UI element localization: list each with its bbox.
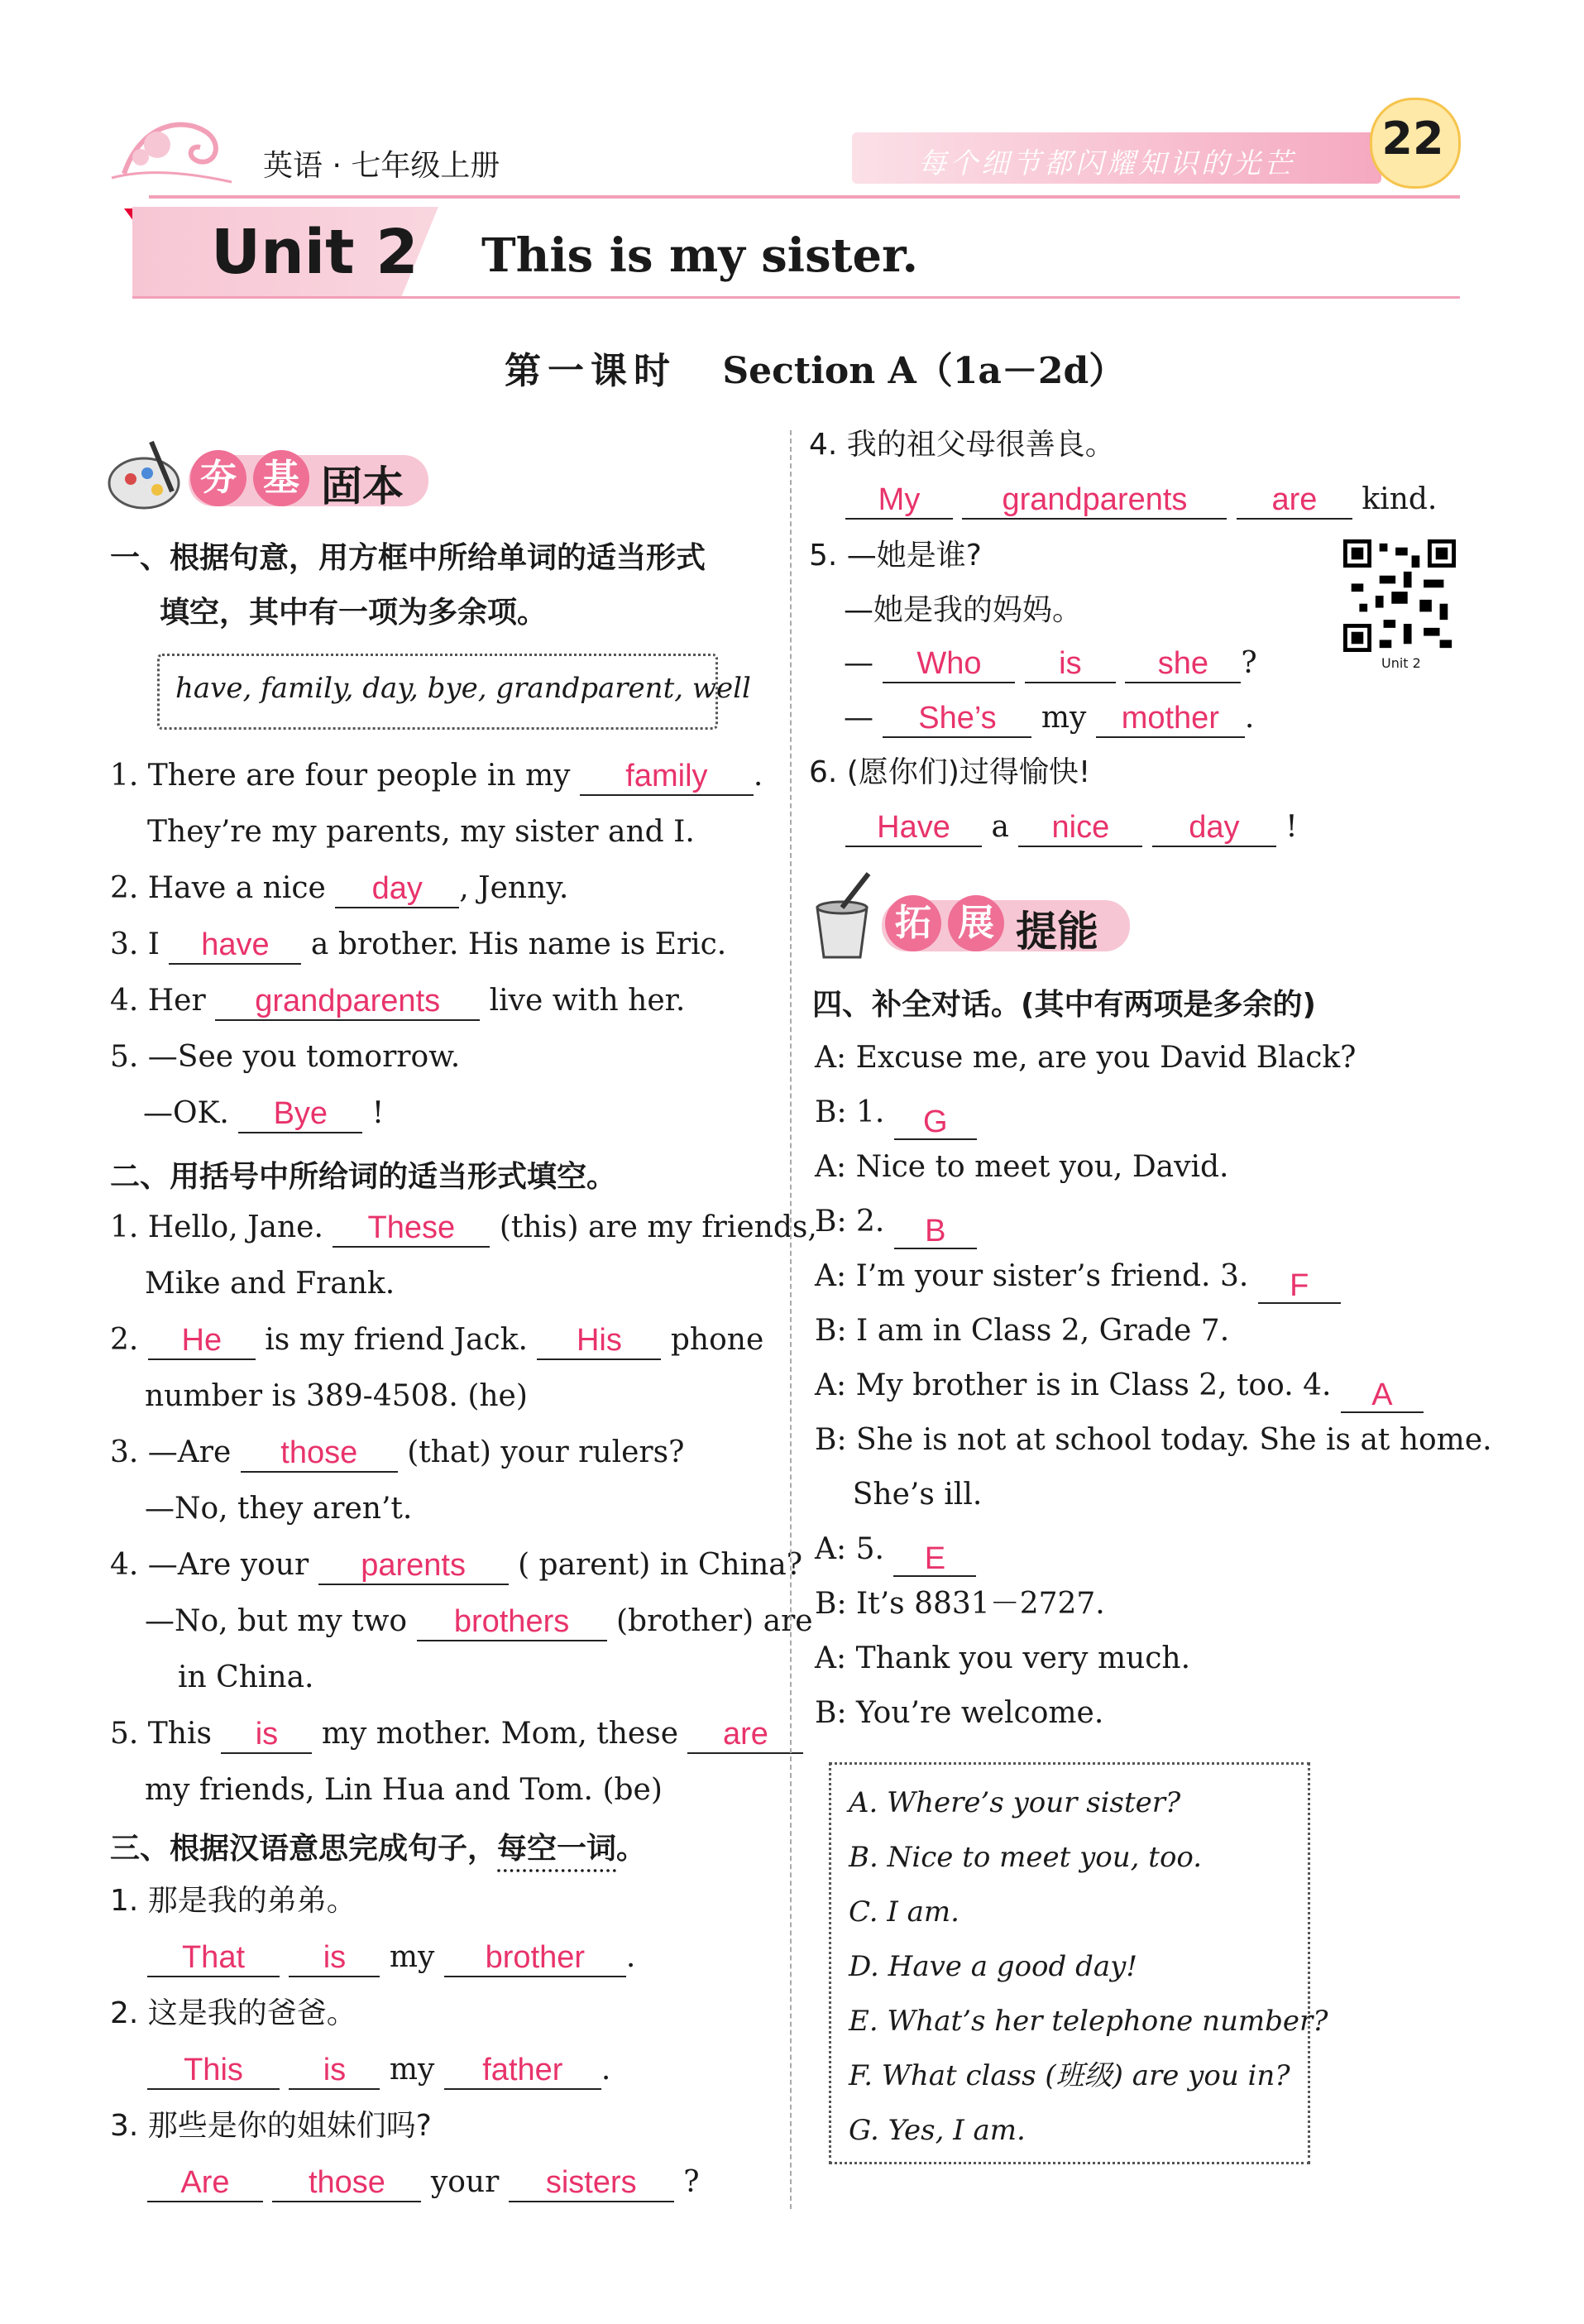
option-item: D. Have a good day! (849, 1950, 1137, 1983)
p4-answer-4: A (1371, 1378, 1393, 1412)
p2-q2: 2. He is my friend Jack. His phone (110, 1320, 763, 1360)
basic-char-1: 夯 (190, 450, 246, 506)
qr-code-icon[interactable] (1342, 539, 1457, 652)
dialogue-line: A: Thank you very much. (815, 1641, 1191, 1675)
p1-q2-answer: day (371, 871, 423, 906)
part3-heading: 三、根据汉语意思完成句子，每空一词。 (110, 1832, 647, 1866)
p3-q6-answer-line: Have a nice day ! (845, 807, 1298, 847)
unit-title: This is my sister. (481, 228, 918, 283)
p2-q4-answer-2: brothers (453, 1604, 570, 1639)
p2-q2-answer-1: He (181, 1323, 223, 1358)
p2-q4-reply: —No, but my two brothers (brother) are (145, 1602, 813, 1641)
dialogue-line: A: I’m your sister’s friend. 3. F (815, 1249, 1476, 1304)
p1-q2: 2. Have a nice day , Jenny. (110, 869, 568, 908)
ext-section-header (809, 870, 1140, 961)
p1-q5: 5. —See you tomorrow. (110, 1040, 461, 1074)
p3-q3-answer-3: sisters (545, 2165, 637, 2200)
p3-q5-reply: —她是我的妈妈。 (844, 593, 1083, 627)
header-rule (149, 195, 1460, 199)
part1-heading-line2: 填空，其中有一项为多余项。 (160, 596, 548, 630)
p1-q1: 1. There are four people in my family . (110, 756, 763, 796)
dialogue-line: A: Nice to meet you, David. (815, 1150, 1229, 1184)
p3-q3: 3. 那些是你的姐妹们吗? (110, 2109, 432, 2143)
part2-heading: 二、用括号中所给词的适当形式填空。 (110, 1160, 617, 1194)
option-item: B. Nice to meet you, too. (849, 1841, 1203, 1874)
p3-q4: 4. 我的祖父母很善良。 (809, 428, 1115, 462)
p3-q1: 1. 那是我的弟弟。 (110, 1884, 357, 1918)
p3-q5-answer-4: She’s (918, 701, 997, 736)
p3-q5: 5. —她是谁? (809, 539, 982, 573)
dialogue-line: A: 5. E (815, 1522, 1476, 1577)
p3-q5-answer-2: is (1059, 646, 1082, 681)
p2-q1: 1. Hello, Jane. These (this) are my friends, (110, 1208, 817, 1248)
basic-title-rest: 固本 (321, 462, 404, 510)
p2-q3: 3. —Are those (that) your rulers? (110, 1433, 684, 1473)
p3-q1-answer-line: That is my brother . (147, 1938, 635, 1977)
p1-q1-cont: They’re my parents, my sister and I. (147, 815, 695, 849)
basic-section-header (106, 434, 437, 516)
p2-q5-answer-1: is (255, 1717, 279, 1751)
p1-q3-answer: have (201, 927, 270, 962)
lesson-title (505, 341, 1125, 394)
p2-q2-answer-2: His (576, 1323, 622, 1358)
p3-q4-answer-1: My (878, 482, 921, 517)
p2-q4: 4. —Are your parents ( parent) in China? (110, 1545, 802, 1585)
palette-icon (106, 434, 189, 516)
p2-q4-cont: in China. (178, 1660, 314, 1694)
p2-q1-cont: Mike and Frank. (145, 1267, 395, 1301)
p1-q5-answer: Bye (273, 1096, 328, 1131)
part4-heading: 四、补全对话。(其中有两项是多余的) (812, 988, 1316, 1022)
p3-q4-answer-3: are (1271, 482, 1318, 517)
p2-q3-answer: those (280, 1435, 358, 1470)
dialogue-line: B: You’re welcome. (815, 1696, 1104, 1730)
p3-q3-answer-line: Are those your sisters ? (147, 2163, 700, 2202)
qr-label: Unit 2 (1381, 655, 1421, 671)
unit-label: Unit 2 (211, 217, 419, 288)
p4-answer-1: G (923, 1104, 948, 1139)
p3-q5-answer-line-2: — She’s my mother . (844, 698, 1254, 738)
p3-q1-answer-2: is (323, 1940, 347, 1975)
lesson-section: Section A（1a－2d） (722, 350, 1126, 392)
dialogue (815, 1031, 1492, 1741)
p3-q3-answer-2: those (308, 2165, 385, 2200)
dialogue-line: B: She is not at school today. She is at home. (815, 1423, 1492, 1457)
dialogue-line: B: 1. G (815, 1085, 1476, 1140)
column-divider (790, 430, 792, 2209)
p3-q5-answer-5: mother (1121, 701, 1219, 736)
ext-title-rest: 提能 (1016, 908, 1098, 956)
p3-q4-answer-2: grandparents (1002, 482, 1188, 517)
p3-q2-answer-3: father (482, 2053, 563, 2087)
p2-q1-answer: These (367, 1210, 456, 1245)
p3-q4-answer-line: My grandparents are kind. (845, 480, 1437, 520)
p3-q6-answer-3: day (1189, 810, 1240, 845)
lesson-cn: 第一课时 (505, 350, 677, 392)
p4-answer-5: E (924, 1541, 946, 1576)
page-number: 22 (1381, 113, 1444, 165)
p3-q2: 2. 这是我的爸爸。 (110, 1996, 357, 2030)
dialogue-line: A: Excuse me, are you David Black? (815, 1041, 1357, 1075)
option-item: F. What class (班级) are you in? (849, 2059, 1290, 2092)
header-slogan: 每个细节都闪耀知识的光芒 (918, 147, 1295, 180)
p2-q3-reply: —No, they aren’t. (145, 1492, 413, 1526)
dialogue-line: B: It’s 8831－2727. (815, 1587, 1105, 1621)
option-item: G. Yes, I am. (849, 2114, 1026, 2147)
p2-q2-cont: number is 389-4508. (he) (145, 1379, 528, 1413)
basic-char-2: 基 (253, 450, 309, 506)
dialogue-line: A: My brother is in Class 2, too. 4. A (815, 1358, 1476, 1413)
dialogue-line: B: 2. B (815, 1195, 1476, 1249)
p1-q4-answer: grandparents (255, 984, 441, 1018)
p1-q4: 4. Her grandparents live with her. (110, 981, 685, 1021)
header-flourish-icon (108, 99, 240, 190)
dialogue-line: B: I am in Class 2, Grade 7. (815, 1314, 1230, 1348)
p3-q1-answer-1: That (181, 1940, 246, 1975)
part3-heading-emph: 每空一词 (497, 1832, 617, 1866)
p3-q5-answer-1: Who (916, 646, 982, 681)
p3-q2-answer-1: This (184, 2053, 243, 2087)
p3-q6-answer-1: Have (877, 810, 950, 845)
p1-q1-answer: family (625, 759, 708, 793)
dialogue-line: She’s ill. (815, 1478, 983, 1512)
p1-q3: 3. I have a brother. His name is Eric. (110, 925, 726, 965)
p4-answer-3: F (1290, 1268, 1309, 1303)
p1-q5-reply: —OK. Bye ! (143, 1094, 384, 1133)
part1-heading-line1: 一、根据句意，用方框中所给单词的适当形式 (110, 541, 706, 575)
p3-q1-answer-3: brother (485, 1940, 586, 1975)
p3-q3-answer-1: Are (180, 2165, 230, 2200)
p2-q5-answer-2: are (723, 1717, 768, 1751)
book-title: 英语 · 七年级上册 (263, 149, 500, 183)
unit-rule (132, 296, 1460, 299)
ext-char-2: 展 (948, 895, 1004, 951)
p3-q6: 6. (愿你们)过得愉快! (809, 755, 1091, 789)
options-list (849, 1775, 1328, 2158)
option-item: A. Where’s your sister? (849, 1786, 1181, 1819)
p2-q5-cont: my friends, Lin Hua and Tom. (be) (145, 1773, 663, 1807)
option-item: C. I am. (849, 1895, 959, 1929)
p3-q5-answer-3: she (1157, 646, 1208, 681)
p3-q2-answer-2: is (323, 2053, 347, 2087)
p3-q2-answer-line: This is my father . (147, 2050, 610, 2090)
p2-q5: 5. This is my mother. Mom, these are (110, 1714, 803, 1754)
p3-q6-answer-2: nice (1051, 810, 1110, 845)
option-item: E. What’s her telephone number? (849, 2005, 1328, 2038)
word-box-text: have, family, day, bye, grandparent, well (175, 672, 751, 705)
paint-bucket-icon (809, 870, 883, 961)
ext-char-1: 拓 (885, 895, 941, 951)
p3-q5-answer-line-1: — Who is she ? (844, 644, 1257, 683)
p2-q4-answer-1: parents (361, 1548, 466, 1583)
p4-answer-2: B (925, 1214, 946, 1248)
